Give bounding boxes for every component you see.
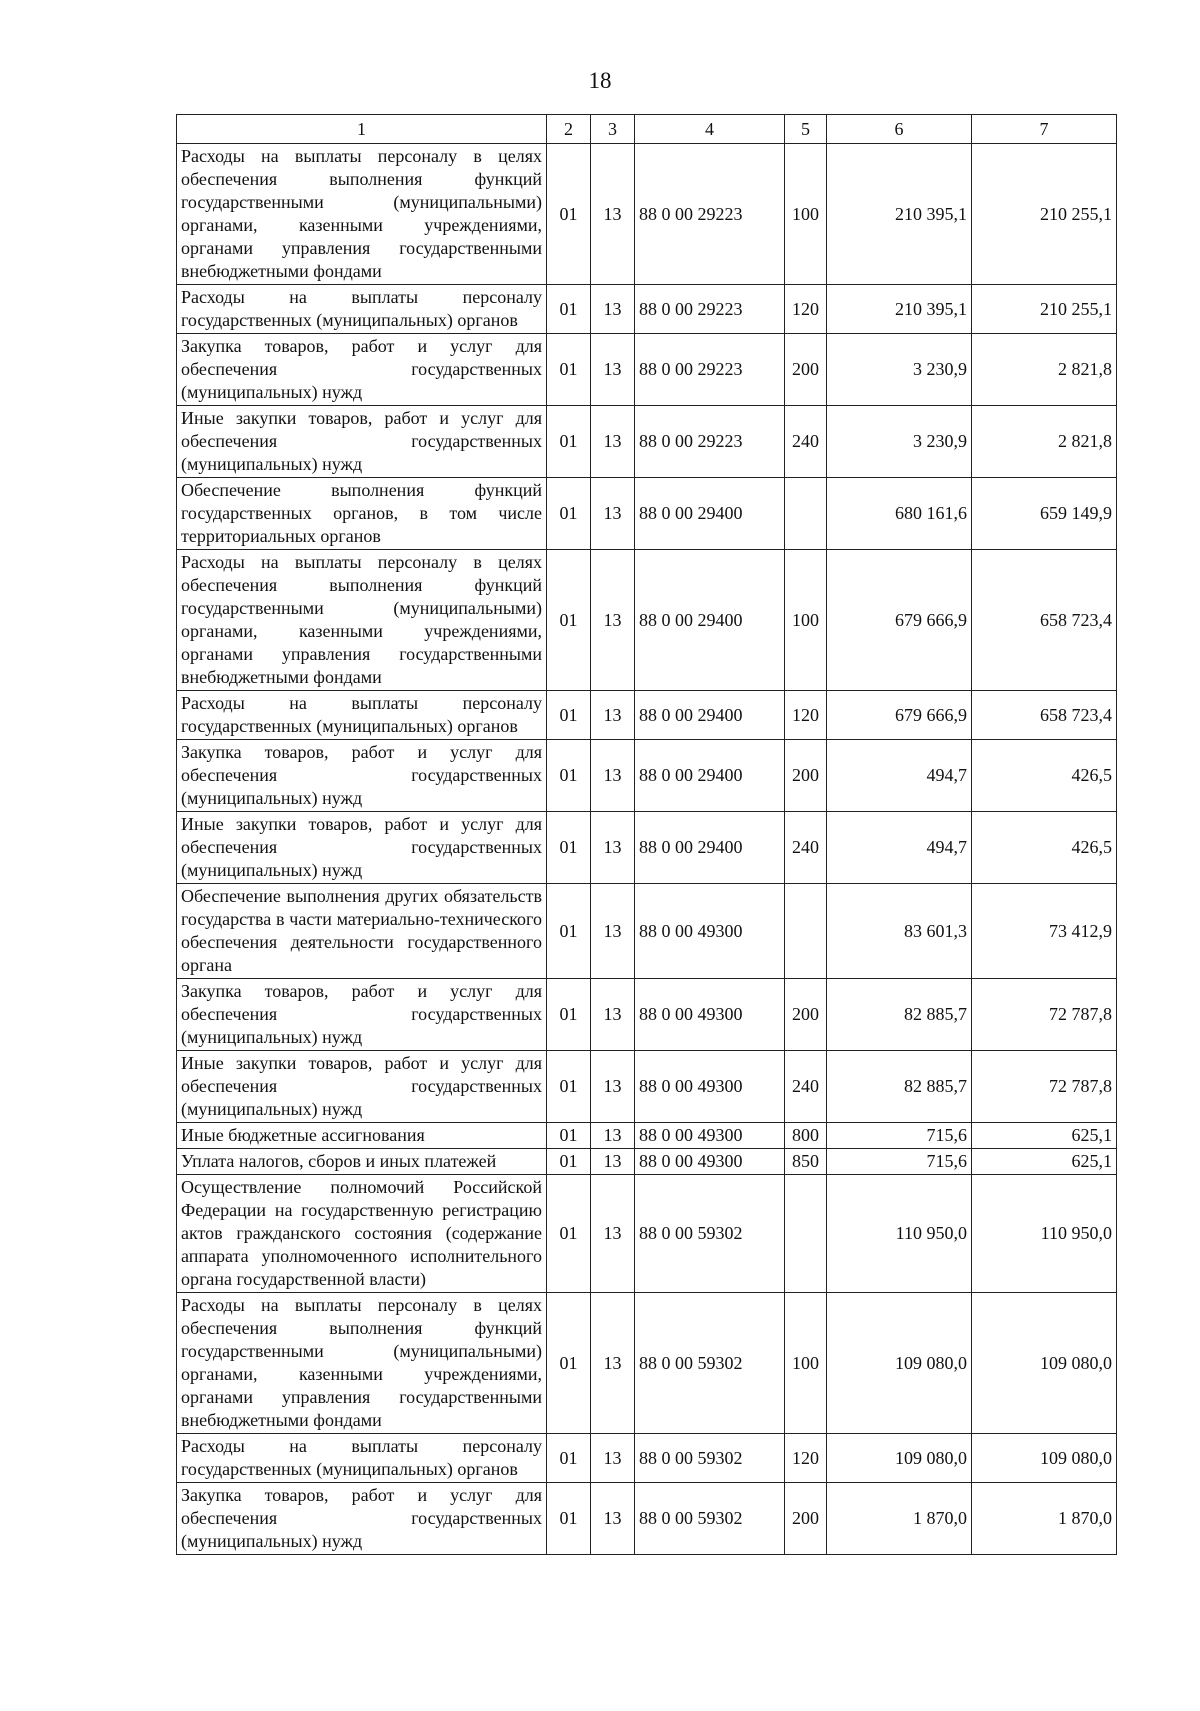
section-code-cell: 01 <box>547 1483 591 1555</box>
amount-year2-cell: 109 080,0 <box>972 1434 1117 1483</box>
target-article-cell: 88 0 00 29223 <box>635 144 785 285</box>
target-article-cell: 88 0 00 49300 <box>635 979 785 1051</box>
subsection-code-cell: 13 <box>591 334 635 406</box>
column-header-5: 5 <box>785 115 827 144</box>
section-code-cell: 01 <box>547 1123 591 1149</box>
target-article-cell: 88 0 00 59302 <box>635 1434 785 1483</box>
target-article-cell: 88 0 00 29223 <box>635 334 785 406</box>
expense-description-cell: Закупка товаров, работ и услуг для обеспечения государственных (муниципальных) нужд <box>177 334 547 406</box>
subsection-code-cell: 13 <box>591 979 635 1051</box>
amount-year1-cell: 679 666,9 <box>827 550 972 691</box>
subsection-code-cell: 13 <box>591 478 635 550</box>
table-row <box>177 550 1117 691</box>
amount-year1-cell: 715,6 <box>827 1149 972 1175</box>
column-header-6: 6 <box>827 115 972 144</box>
amount-year1-cell: 3 230,9 <box>827 406 972 478</box>
amount-year2-cell: 72 787,8 <box>972 1051 1117 1123</box>
amount-year1-cell: 82 885,7 <box>827 979 972 1051</box>
column-header-3: 3 <box>591 115 635 144</box>
target-article-cell: 88 0 00 29223 <box>635 406 785 478</box>
expense-description-cell: Осуществление полномочий Российской Федерации на государственную регистрацию актов гражданского состояния (содержание аппарата уполномоченного исполнительного органа государственной власти) <box>177 1175 547 1293</box>
amount-year2-cell: 659 149,9 <box>972 478 1117 550</box>
expense-description-cell: Расходы на выплаты персоналу государственных (муниципальных) органов <box>177 1434 547 1483</box>
expense-description-cell: Иные закупки товаров, работ и услуг для обеспечения государственных (муниципальных) нужд <box>177 812 547 884</box>
target-article-cell: 88 0 00 49300 <box>635 1123 785 1149</box>
section-code-cell: 01 <box>547 406 591 478</box>
table-body <box>177 144 1117 1555</box>
expense-type-cell: 120 <box>785 1434 827 1483</box>
table-row <box>177 1123 1117 1149</box>
target-article-cell: 88 0 00 59302 <box>635 1293 785 1434</box>
amount-year2-cell: 625,1 <box>972 1123 1117 1149</box>
amount-year1-cell: 680 161,6 <box>827 478 972 550</box>
section-code-cell: 01 <box>547 478 591 550</box>
expense-description-cell: Расходы на выплаты персоналу в целях обеспечения выполнения функций государственными (муниципальными) органами, казенными учреждениями, органами управления государственными внебюджетными фондами <box>177 1293 547 1434</box>
section-code-cell: 01 <box>547 334 591 406</box>
expense-type-cell: 100 <box>785 550 827 691</box>
amount-year1-cell: 679 666,9 <box>827 691 972 740</box>
subsection-code-cell: 13 <box>591 884 635 979</box>
expense-type-cell: 200 <box>785 1483 827 1555</box>
subsection-code-cell: 13 <box>591 1293 635 1434</box>
amount-year2-cell: 426,5 <box>972 812 1117 884</box>
subsection-code-cell: 13 <box>591 144 635 285</box>
subsection-code-cell: 13 <box>591 1483 635 1555</box>
section-code-cell: 01 <box>547 691 591 740</box>
expense-description-cell: Обеспечение выполнения функций государственных органов, в том числе территориальных органов <box>177 478 547 550</box>
section-code-cell: 01 <box>547 979 591 1051</box>
amount-year1-cell: 109 080,0 <box>827 1434 972 1483</box>
subsection-code-cell: 13 <box>591 1149 635 1175</box>
amount-year2-cell: 426,5 <box>972 740 1117 812</box>
amount-year1-cell: 494,7 <box>827 812 972 884</box>
section-code-cell: 01 <box>547 1149 591 1175</box>
target-article-cell: 88 0 00 29400 <box>635 812 785 884</box>
amount-year2-cell: 625,1 <box>972 1149 1117 1175</box>
expense-type-cell <box>785 478 827 550</box>
expense-description-cell: Иные бюджетные ассигнования <box>177 1123 547 1149</box>
table-row <box>177 740 1117 812</box>
subsection-code-cell: 13 <box>591 550 635 691</box>
expense-description-cell: Иные закупки товаров, работ и услуг для обеспечения государственных (муниципальных) нужд <box>177 1051 547 1123</box>
amount-year1-cell: 210 395,1 <box>827 144 972 285</box>
expense-description-cell: Закупка товаров, работ и услуг для обеспечения государственных (муниципальных) нужд <box>177 979 547 1051</box>
expense-type-cell: 240 <box>785 812 827 884</box>
expense-description-cell: Расходы на выплаты персоналу государственных (муниципальных) органов <box>177 285 547 334</box>
amount-year2-cell: 73 412,9 <box>972 884 1117 979</box>
table-row <box>177 884 1117 979</box>
subsection-code-cell: 13 <box>591 1175 635 1293</box>
target-article-cell: 88 0 00 29400 <box>635 740 785 812</box>
expense-type-cell: 100 <box>785 1293 827 1434</box>
section-code-cell: 01 <box>547 884 591 979</box>
expense-description-cell: Расходы на выплаты персоналу в целях обеспечения выполнения функций государственными (муниципальными) органами, казенными учреждениями, органами управления государственными внебюджетными фондами <box>177 144 547 285</box>
target-article-cell: 88 0 00 29400 <box>635 550 785 691</box>
subsection-code-cell: 13 <box>591 1123 635 1149</box>
target-article-cell: 88 0 00 59302 <box>635 1483 785 1555</box>
expense-type-cell: 120 <box>785 285 827 334</box>
amount-year1-cell: 494,7 <box>827 740 972 812</box>
expense-type-cell: 200 <box>785 334 827 406</box>
table-row <box>177 1483 1117 1555</box>
expense-type-cell: 100 <box>785 144 827 285</box>
page-number: 18 <box>588 68 612 93</box>
subsection-code-cell: 13 <box>591 691 635 740</box>
target-article-cell: 88 0 00 49300 <box>635 1051 785 1123</box>
table-row <box>177 285 1117 334</box>
expense-type-cell <box>785 1175 827 1293</box>
amount-year2-cell: 110 950,0 <box>972 1175 1117 1293</box>
subsection-code-cell: 13 <box>591 1434 635 1483</box>
target-article-cell: 88 0 00 49300 <box>635 884 785 979</box>
column-header-7: 7 <box>972 115 1117 144</box>
section-code-cell: 01 <box>547 1175 591 1293</box>
column-header-4: 4 <box>635 115 785 144</box>
amount-year1-cell: 715,6 <box>827 1123 972 1149</box>
table-row <box>177 691 1117 740</box>
amount-year2-cell: 658 723,4 <box>972 691 1117 740</box>
section-code-cell: 01 <box>547 812 591 884</box>
table-row <box>177 1434 1117 1483</box>
expense-description-cell: Уплата налогов, сборов и иных платежей <box>177 1149 547 1175</box>
expense-description-cell: Закупка товаров, работ и услуг для обеспечения государственных (муниципальных) нужд <box>177 740 547 812</box>
section-code-cell: 01 <box>547 285 591 334</box>
subsection-code-cell: 13 <box>591 812 635 884</box>
amount-year1-cell: 1 870,0 <box>827 1483 972 1555</box>
table-row <box>177 406 1117 478</box>
expense-type-cell: 120 <box>785 691 827 740</box>
amount-year2-cell: 1 870,0 <box>972 1483 1117 1555</box>
table-row <box>177 979 1117 1051</box>
amount-year1-cell: 210 395,1 <box>827 285 972 334</box>
amount-year1-cell: 3 230,9 <box>827 334 972 406</box>
expense-description-cell: Расходы на выплаты персоналу в целях обеспечения выполнения функций государственными (муниципальными) органами, казенными учреждениями, органами управления государственными внебюджетными фондами <box>177 550 547 691</box>
amount-year2-cell: 2 821,8 <box>972 406 1117 478</box>
subsection-code-cell: 13 <box>591 1051 635 1123</box>
amount-year2-cell: 72 787,8 <box>972 979 1117 1051</box>
target-article-cell: 88 0 00 29400 <box>635 691 785 740</box>
target-article-cell: 88 0 00 29223 <box>635 285 785 334</box>
expense-type-cell: 850 <box>785 1149 827 1175</box>
table-row <box>177 1051 1117 1123</box>
amount-year1-cell: 109 080,0 <box>827 1293 972 1434</box>
target-article-cell: 88 0 00 49300 <box>635 1149 785 1175</box>
expense-description-cell: Обеспечение выполнения других обязательств государства в части материально-технического обеспечения деятельности государственного органа <box>177 884 547 979</box>
table-row <box>177 1149 1117 1175</box>
table-row <box>177 478 1117 550</box>
section-code-cell: 01 <box>547 1434 591 1483</box>
section-code-cell: 01 <box>547 1051 591 1123</box>
amount-year2-cell: 109 080,0 <box>972 1293 1117 1434</box>
section-code-cell: 01 <box>547 144 591 285</box>
amount-year2-cell: 210 255,1 <box>972 285 1117 334</box>
expense-description-cell: Расходы на выплаты персоналу государственных (муниципальных) органов <box>177 691 547 740</box>
table-row <box>177 144 1117 285</box>
amount-year2-cell: 210 255,1 <box>972 144 1117 285</box>
amount-year1-cell: 82 885,7 <box>827 1051 972 1123</box>
expense-type-cell: 200 <box>785 740 827 812</box>
section-code-cell: 01 <box>547 550 591 691</box>
section-code-cell: 01 <box>547 1293 591 1434</box>
expense-type-cell: 200 <box>785 979 827 1051</box>
table-row <box>177 1293 1117 1434</box>
subsection-code-cell: 13 <box>591 740 635 812</box>
target-article-cell: 88 0 00 59302 <box>635 1175 785 1293</box>
expense-type-cell: 800 <box>785 1123 827 1149</box>
section-code-cell: 01 <box>547 740 591 812</box>
table-row <box>177 1175 1117 1293</box>
header-row <box>177 115 1117 144</box>
budget-table <box>176 114 1117 1555</box>
target-article-cell: 88 0 00 29400 <box>635 478 785 550</box>
amount-year2-cell: 658 723,4 <box>972 550 1117 691</box>
expense-type-cell: 240 <box>785 406 827 478</box>
column-header-2: 2 <box>547 115 591 144</box>
table-row <box>177 812 1117 884</box>
amount-year1-cell: 83 601,3 <box>827 884 972 979</box>
expense-type-cell <box>785 884 827 979</box>
expense-type-cell: 240 <box>785 1051 827 1123</box>
table-row <box>177 334 1117 406</box>
expense-description-cell: Иные закупки товаров, работ и услуг для обеспечения государственных (муниципальных) нужд <box>177 406 547 478</box>
subsection-code-cell: 13 <box>591 285 635 334</box>
amount-year1-cell: 110 950,0 <box>827 1175 972 1293</box>
subsection-code-cell: 13 <box>591 406 635 478</box>
column-header-1: 1 <box>177 115 547 144</box>
expense-description-cell: Закупка товаров, работ и услуг для обеспечения государственных (муниципальных) нужд <box>177 1483 547 1555</box>
amount-year2-cell: 2 821,8 <box>972 334 1117 406</box>
